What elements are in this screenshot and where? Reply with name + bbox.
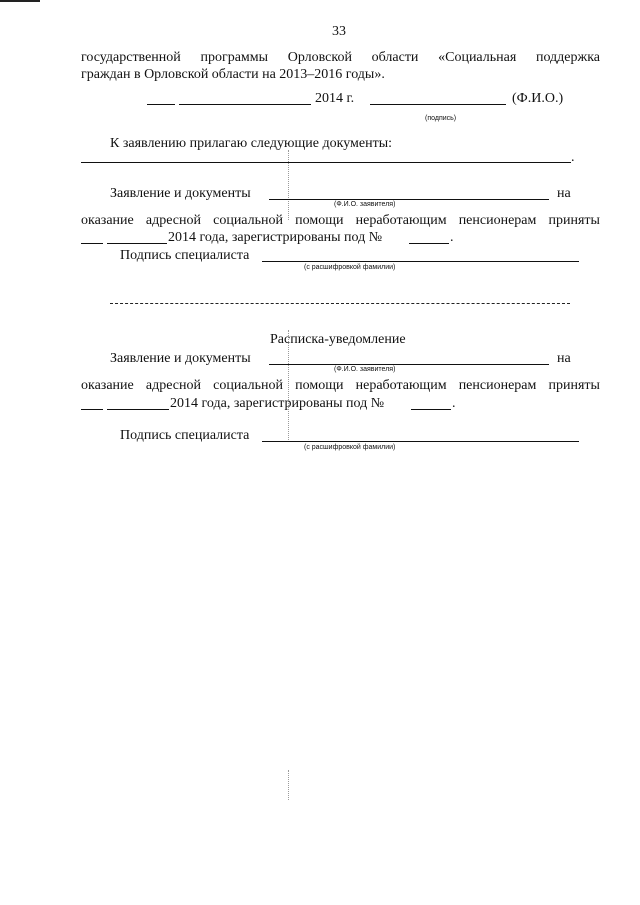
- applicant-name-blank[interactable]: [269, 199, 549, 200]
- word: социальной: [213, 213, 283, 228]
- registered-text: 2014 года, зарегистрированы под №: [170, 396, 385, 411]
- word: поддержка: [535, 50, 600, 65]
- registered-end-dot: .: [450, 230, 454, 245]
- word: области: [371, 50, 419, 65]
- signature-blank[interactable]: [370, 104, 506, 105]
- scan-fold-mark: [288, 150, 289, 220]
- word: адресной: [145, 213, 201, 228]
- intro-line-2: граждан в Орловской области на 2013–2016 годы».: [81, 67, 385, 82]
- word: неработающим: [355, 378, 447, 393]
- intro-line-1: [81, 50, 600, 66]
- day-blank[interactable]: [81, 409, 103, 410]
- scan-fold-mark: [288, 770, 289, 800]
- month-blank[interactable]: [107, 243, 167, 244]
- statement-label: Заявление и документы: [110, 186, 251, 201]
- word: пенсионерам: [458, 378, 537, 393]
- registration-number-blank[interactable]: [409, 243, 449, 244]
- attachments-label: К заявлению прилагаю следующие документы:: [110, 136, 393, 151]
- word: помощи: [295, 213, 344, 228]
- word: помощи: [295, 378, 344, 393]
- attachments-blank[interactable]: [81, 162, 571, 163]
- day-blank[interactable]: [81, 243, 103, 244]
- month-blank[interactable]: [107, 409, 169, 410]
- na-word: на: [557, 186, 571, 201]
- registered-text: 2014 года, зарегистрированы под №: [168, 230, 383, 245]
- specialist-signature-label: Подпись специалиста: [120, 428, 250, 443]
- cut-line: [110, 303, 570, 304]
- word: государственной: [81, 50, 181, 65]
- day-blank[interactable]: [147, 104, 175, 105]
- applicant-caption: (Ф.И.О. заявителя): [334, 366, 396, 373]
- word: «Социальная: [438, 50, 517, 65]
- statement-label: Заявление и документы: [110, 351, 251, 366]
- applicant-name-blank[interactable]: [269, 364, 549, 365]
- word: программы: [200, 50, 269, 65]
- specialist-signature-blank[interactable]: [262, 441, 579, 442]
- word: Орловской: [287, 50, 352, 65]
- word: приняты: [548, 213, 600, 228]
- month-blank[interactable]: [179, 104, 311, 105]
- specialist-signature-blank[interactable]: [262, 261, 579, 262]
- word: оказание: [81, 378, 134, 393]
- specialist-caption: (с расшифровкой фамилии): [304, 264, 396, 271]
- word: приняты: [548, 378, 600, 393]
- page-number: 33: [332, 24, 346, 39]
- body-line: [81, 378, 600, 394]
- word: оказание: [81, 213, 134, 228]
- applicant-caption: (Ф.И.О. заявителя): [334, 201, 396, 208]
- na-word: на: [557, 351, 571, 366]
- receipt-title: Расписка-уведомление: [270, 332, 406, 347]
- attachments-end-dot: .: [571, 150, 575, 165]
- specialist-caption: (с расшифровкой фамилии): [304, 444, 396, 451]
- specialist-signature-label: Подпись специалиста: [120, 248, 250, 263]
- scan-corner-mark: [0, 0, 40, 2]
- fio-label: (Ф.И.О.): [512, 91, 564, 106]
- registered-end-dot: .: [452, 396, 456, 411]
- signature-caption: (подпись): [425, 115, 457, 122]
- word: социальной: [213, 378, 283, 393]
- word: адресной: [145, 378, 201, 393]
- registration-number-blank[interactable]: [411, 409, 451, 410]
- year-label: 2014 г.: [315, 91, 355, 106]
- word: неработающим: [355, 213, 447, 228]
- body-line: [81, 213, 600, 229]
- word: пенсионерам: [458, 213, 537, 228]
